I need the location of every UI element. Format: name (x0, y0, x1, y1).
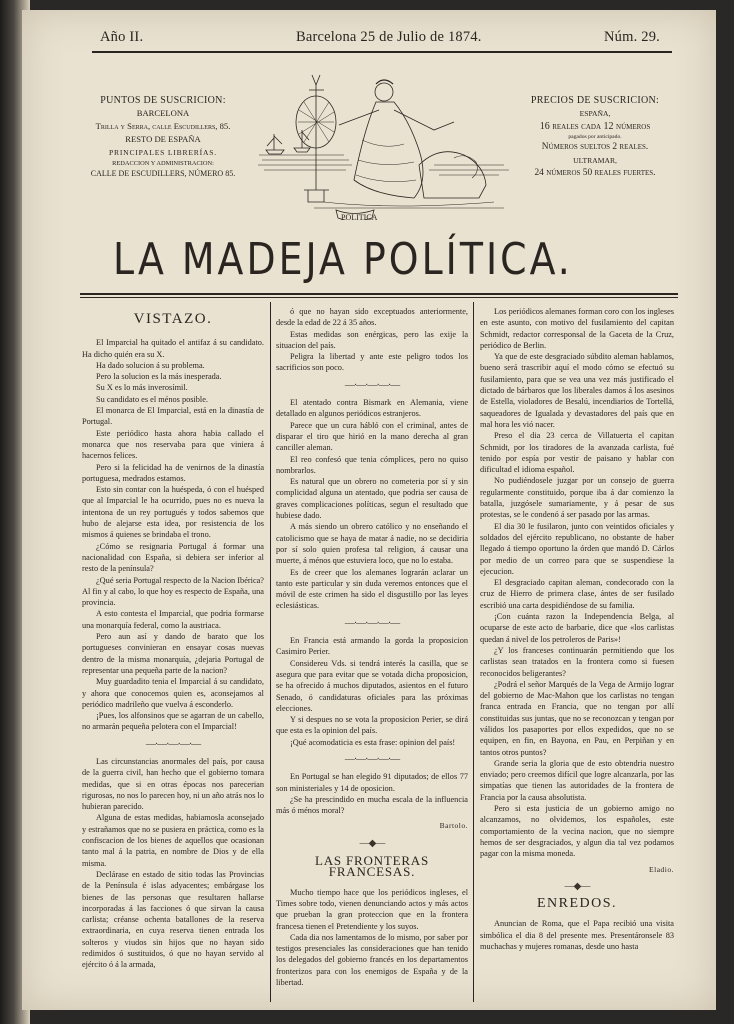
newspaper-title: LA MADEJA POLÍTICA. (113, 234, 573, 285)
article-paragraph: Mucho tiempo hace que los periódicos ingleses, el Times sobre todo, vienen denunciando actos y más actos que prueban la gran proteccion que en la frontera francesa tienen el Pretendiente y los suyos. (276, 887, 468, 931)
newspaper-page (22, 10, 716, 1010)
article-paragraph: ¿Y los franceses continuarán permitiendo que los carlistas sean tratados en la frontera como si fuesen reconocidos beligerantes? (480, 645, 674, 678)
sub-right-line: Números sueltos 2 reales. (541, 142, 649, 152)
article-paragraph: Considereu Vds. si tendrá interés la casilla, que se asegura que para evitar que se votada dicha proposicion, se ha ofrecido á muchos diputados, asientos en el futuro Senado, ó candidaturas oficiales para las próximas elecciones. (276, 658, 468, 713)
sub-left-line: BARCELONA (136, 108, 190, 118)
subscription-prices (512, 94, 678, 180)
sub-left-line: REDACCION Y ADMINISTRACION: (112, 160, 214, 167)
header-rule (92, 51, 672, 53)
subscription-prices-title: PRECIOS DE SUSCRICION: (530, 95, 660, 106)
enredos-heading: ENREDOS. (536, 896, 618, 912)
article-paragraph: Esto sin contar con la huéspeda, ó con el huésped que al Imparcial le ha ocurrido, pues no es nueva la intentona de un rey portugués y todos sabemos que hubo de alejarse esta idea, por resistencia de los mismos á quienes se brindaba el trono. (82, 485, 264, 540)
sub-right-line: ULTRAMAR, (573, 156, 617, 165)
section-divider: —·—·—·—·— (344, 379, 400, 391)
article-paragraph: ó que no hayan sido exceptuados anteriormente, desde la edad de 22 á 35 años. (276, 307, 468, 328)
article-paragraph: A esto contesta el Imparcial, que podria formarse una monarquía federal, como la austriaca. (82, 609, 264, 630)
signature: Eladio. (649, 864, 674, 874)
article-paragraph: A más siendo un obrero católico y no enseñando el catolicismo que se haya de matar á nadie, no se decidiria por sí solo quien profesa tal religion, á causar una muerte, á ménos que estuviera loco, que no lo estaba. (276, 522, 468, 566)
article-paragraph: El dia 30 le fusilaron, junto con veintidos oficiales y soldados del ejército republicano, no obstante de haber llegado á tiempo oportuno la órden que mandó D. Cárlos por medio de un correo para que se suspendiese la ejecucion. (480, 521, 674, 576)
section-divider: —·—·—·—·— (145, 738, 201, 750)
article-paragraph: No pudiéndosele juzgar por un consejo de guerra regularmente constituido, porque iba á dar comienzo la batalla, juzgósele sumariamente, y á pesar de sus protestas, se le condenó á ser pasado por las armas. (480, 476, 674, 520)
sub-right-line: ESPAÑA, (579, 109, 611, 118)
article-paragraph: Declárase en estado de sitio todas las Provincias de la Península é islas adyacentes; embárgase los bienes de las personas que resultaren hallarse incorporadas á las facciones ó que sirvan la causa carlista; créanse ochenta batallones de la reserva extraordinaria, en cuya reserva tienen entrada los solteros y viudos sin hijos que no hayan sido redimidos ó sustituidos, ó que no hayan servido al ejército ó á la armada, (82, 869, 264, 970)
issue-number: Núm. 29. (604, 29, 660, 45)
article-paragraph: Los periódicos alemanes forman coro con los ingleses en este asunto, con motivo del fusilamiento del capitan Schmidt, redactor corresponsal de la Gaceta de la Cruz, periódico de Berlin. (480, 307, 674, 350)
masthead-rule-2 (80, 297, 678, 298)
article-paragraph: Alguna de estas medidas, habiamosla aconsejado y estrañamos que no se pusiera en práctica, como es la confiscacion de los bienes de aquellos que ocasionan tanto mal á la patria, en nombre de Dios y de ella misma. (82, 813, 264, 868)
article-paragraph: Su candidato es el ménos posible. (96, 394, 208, 404)
article-paragraph: El Imparcial ha quitado el antifaz á su candidato. Ha dicho quién era su X. (82, 338, 264, 359)
fronteras-heading: LAS FRONTERAS FRANCESAS. (314, 853, 430, 880)
article-paragraph: Ha dado solucion á su problema. (96, 360, 205, 370)
article-paragraph: Este periódico hasta ahora habia callado el monarca que nos reservaba para que viniera á hacernos felices. (82, 428, 264, 461)
article-paragraph: Muy guardadito tenia el Imparcial á su candidato, y ahora que conocemos quien es, aconsejamos al periódico madrileño que vuelva á esconderlo. (82, 677, 264, 709)
column-rule (270, 302, 271, 1002)
issue-date: Barcelona 25 de Julio de 1874. (296, 29, 482, 45)
article-paragraph: Parece que un cura hábló con el criminal, antes de disparar el tiro que hirió en la mano derecha al gran canciller aleman. (276, 420, 468, 453)
allegory-engraving (254, 70, 514, 220)
sub-right-line: 16 reales cada 12 números (539, 121, 651, 132)
article-paragraph: Peligra la libertad y ante este peligro todos los sacrificios son poco. (276, 352, 468, 373)
article-paragraph: El desgraciado capitan aleman, condecorado con la cruz de Hierro de primera clase, ántes de ser fusilado escribió una carta despidiéndose de su familia. (480, 578, 674, 610)
section-divider: —·—·—·—·— (344, 753, 400, 765)
article-paragraph: Pero aun así y dando de barato que los portugueses convinieran en ensayar cosas nuevas dentro de la misma monarquía, ¿dejaria Portugal de representar una pequeña parte de la nacion? (82, 632, 264, 675)
column-3 (480, 306, 674, 952)
article-paragraph: Es natural que un obrero no cometeria por sí y sin complicidad alguna un atentado, que podria ser causa de graves complicaciones políticas, segun el resultado que hubiese dado. (276, 477, 468, 521)
column-1 (82, 311, 264, 971)
emblem-label: POLITICA (341, 213, 378, 220)
article-paragraph: En Francia está armando la gorda la proposicion Casimiro Perier. (276, 636, 468, 657)
sub-right-line: pagados por anticipado. (568, 134, 622, 140)
article-paragraph: El reo confesó que tenia cómplices, pero no quiso nombrarlos. (276, 454, 468, 475)
article-paragraph: Ya que de este desgraciado súbdito aleman hablamos, bueno será trascribir aquí el modo cómo se efectuó su fusilamiento, para que se vea una vez más justificado el dictado de bárbaros que los liberales damos á los asesinos de Estella, violadores de Besalú, incendiarios de Tortellá, saqueadores de Igualada y devastadores del país que en mal hora les vió nacer. (480, 352, 674, 429)
article-paragraph: Pero la solucion es la más inesperada. (96, 372, 222, 382)
article-paragraph: ¡Con cuánta razon la Independencia Belga, al ocuparse de este acto de barbarie, dice que «los carlistas quedan á nivel de los petroleros de Paris»! (480, 612, 674, 644)
article-paragraph: Anuncian de Roma, que el Papa recibió una visita simbólica el dia 8 del presente mes. Presentáronsele 83 muchachas y mujeres romanas, desde uno hasta (480, 919, 674, 952)
masthead-rule-1 (80, 293, 678, 295)
subscription-points (82, 94, 244, 179)
article-paragraph: Preso el dia 23 cerca de Villatuerta el capitan Schmidt, por los tiradores de la avanzada carlista, fué tenido por espía por vestir de paisano y hablar con dificultad el idioma español. (480, 431, 674, 475)
article-paragraph: En Portugal se han elegido 91 diputados; de ellos 77 son ministeriales y 14 de oposicion. (276, 772, 468, 793)
section-divider: —◆— (359, 837, 385, 849)
article-paragraph: ¿Cómo se resignaria Portugal á formar una nacionalidad con España, si debiera ser inferior al resto de la península? (82, 541, 264, 574)
article-paragraph: Y si despues no se vota la proposicion Perier, se dirá que esta es la opinion del país. (276, 715, 468, 736)
article-paragraph: Grande seria la gloria que de esto obtendria nuestro enviado; pero creemos difícil que logre alcanzarla, por las simpatías que tienen las autoridades de la frontera de Francia por la causa absolutista. (480, 758, 674, 802)
article-paragraph: Pero si la felicidad ha de venirnos de la dinastía portuguesa, medrados estamos. (82, 462, 264, 483)
article-paragraph: Las circunstancias anormales del país, por causa de la guerra civil, han hecho que el gobierno tomara medidas, que si en otras épocas nos parecerian rigurosas, no nos lo parecen hoy, ni un año atrás nos lo hubieran parecido. (82, 756, 264, 812)
sub-left-line: PRINCIPALES LIBRERÍAS. (108, 148, 218, 157)
vistazo-heading: VISTAZO. (133, 311, 213, 327)
article-paragraph: ¿Se ha prescindido en mucha escala de la influencia más ó ménos moral? (276, 794, 468, 816)
article-paragraph: El monarca de El Imparcial, está en la dinastía de Portugal. (82, 406, 264, 427)
issue-year: Año II. (100, 29, 144, 45)
article-paragraph: ¡Qué acomodaticia es esta frase: opinion del país! (290, 737, 456, 747)
article-paragraph: Es de creer que los alemanes lograrán aclarar un tanto este particular y sin duda veremos entonces que el móvil de este crimen ha sido el disgustillo por las leyes eclesiásticas. (276, 567, 468, 611)
sub-left-line: Trilla y Serra, calle Escudillers, 85. (95, 121, 231, 131)
sub-left-line: CALLE DE ESCUDILLERS, NÚMERO 85. (90, 169, 236, 178)
subscription-points-title: PUNTOS DE SUSCRICION: (100, 95, 226, 106)
signature: Bartolo. (439, 821, 468, 831)
article-paragraph: Cada dia nos lamentamos de lo mismo, por saber por testigos presenciales las consideraciones que han tenido los delegados del gobierno francés en los departamentos fronterizos para con los enemigos de España y de la libertad. (276, 932, 468, 988)
article-paragraph: ¿Qué seria Portugal respecto de la Nacion Ibérica? Al fin y al cabo, lo que hoy es respecto de España, una provincia. (82, 575, 264, 608)
article-paragraph: ¿Podrá el señor Marqués de la Vega de Armijo lograr del gobierno de Mac-Mahon que los carlistas no tengan franca entrada en Francia, que no tengan por allí constituidas sus juntas, que no se reconozcan y tengan por válidos los pasaportes por ellos expedidos, que no se equipen, en fin, en Bayona, en Pau, en Perpiñan y en tantos otros puntos? (480, 679, 674, 757)
column-rule (473, 302, 474, 1002)
article-paragraph: ¡Pues, los alfonsinos que se agarran de un cabello, no armarán pequeña pelotera con el Imparcial! (82, 711, 264, 732)
sub-right-line: 24 números 50 reales fuertes. (534, 168, 656, 178)
sub-left-line: RESTO DE ESPAÑA (125, 134, 201, 144)
article-paragraph: Estas medidas son enérgicas, pero las exije la situacion del país. (276, 329, 468, 350)
section-divider: —◆— (564, 880, 590, 892)
article-paragraph: Pero si esta justicia de un gobierno amigo no alcanzamos, no olvidemos, los españoles, este comportamiento de la vecina nacion, que no siempre hemos de ser desgraciados, y algun dia tal vez podamos pagar con la misma moneda. (480, 804, 674, 859)
section-divider: —·—·—·—·— (344, 617, 400, 629)
article-paragraph: El atentado contra Bismark en Alemania, viene detallado en algunos periódicos estranjeros. (276, 398, 468, 419)
article-paragraph: Su X es lo más inverosímil. (96, 383, 188, 393)
column-2 (276, 306, 468, 988)
